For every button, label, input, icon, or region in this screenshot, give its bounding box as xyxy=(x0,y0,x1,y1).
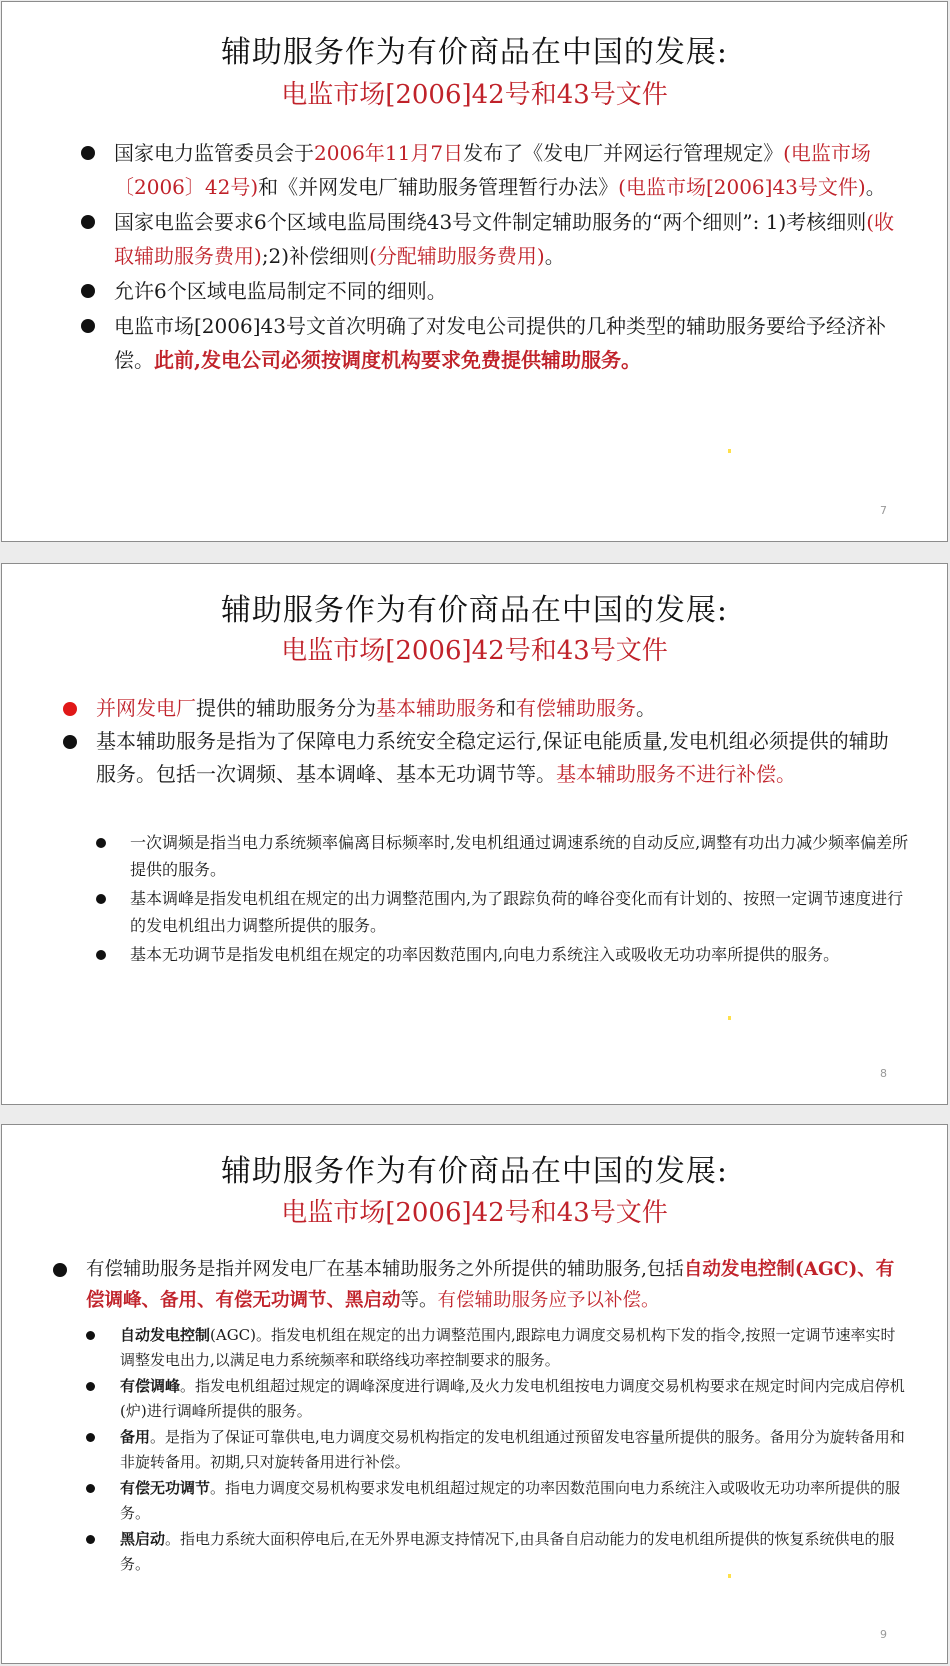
page-number: 7 xyxy=(880,504,887,517)
sub-bullet-item: 黑启动。指电力系统大面积停电后,在无外界电源支持情况下,由具备自启动能力的发电机组所提供的恢复系统供电的服务。 xyxy=(120,1527,910,1577)
bullet-item: 基本辅助服务是指为了保障电力系统安全稳定运行,保证电能质量,发电机组必须提供的辅助服务。包括一次调频、基本调峰、基本无功调节等。基本辅助服务不进行补偿。 xyxy=(96,725,896,791)
slide-8 xyxy=(1,563,948,1105)
sub-bullet-item: 基本调峰是指发电机组在规定的出力调整范围内,为了跟踪负荷的峰谷变化而有计划的、按照一定调节速度进行的发电机组出力调整所提供的服务。 xyxy=(130,885,910,939)
sub-bullet-item: 基本无功调节是指发电机组在规定的功率因数范围内,向电力系统注入或吸收无功功率所提供的服务。 xyxy=(130,941,910,968)
slide-subtitle: 电监市场[2006]42号和43号文件 xyxy=(281,80,668,110)
slide-title: 辅助服务作为有价商品在中国的发展: xyxy=(220,1154,729,1189)
decor-dot xyxy=(728,1574,731,1578)
sub-bullet-item: 自动发电控制(AGC)。指发电机组在规定的出力调整范围内,跟踪电力调度交易机构下发的指令,按照一定调节速率实时调整发电出力,以满足电力系统频率和联络线功率控制要求的服务。 xyxy=(120,1323,910,1373)
slide-7 xyxy=(1,1,948,542)
page-number: 9 xyxy=(880,1628,887,1641)
sub-bullet-item: 有偿无功调节。指电力调度交易机构要求发电机组超过规定的功率因数范围向电力系统注入或吸收无功功率所提供的服务。 xyxy=(120,1476,910,1526)
bullet-item: 有偿辅助服务是指并网发电厂在基本辅助服务之外所提供的辅助服务,包括自动发电控制(AGC)、有偿调峰、备用、有偿无功调节、黑启动等。有偿辅助服务应予以补偿。 xyxy=(86,1254,906,1316)
bullet-item: 并网发电厂提供的辅助服务分为基本辅助服务和有偿辅助服务。 xyxy=(96,692,896,725)
sub-bullet-list xyxy=(120,1323,910,1578)
bullet-item: 国家电力监管委员会于2006年11月7日发布了《发电厂并网运行管理规定》(电监市场〔2006〕42号)和《并网发电厂辅助服务管理暂行办法》(电监市场[2006]43号文件)。 xyxy=(114,136,914,204)
bullet-item: 电监市场[2006]43号文首次明确了对发电公司提供的几种类型的辅助服务要给予经济补偿。此前,发电公司必须按调度机构要求免费提供辅助服务。 xyxy=(114,309,914,377)
bullet-list xyxy=(86,1254,906,1316)
slide-subtitle: 电监市场[2006]42号和43号文件 xyxy=(281,636,668,666)
decor-dot xyxy=(728,1016,731,1020)
bullet-item: 允许6个区域电监局制定不同的细则。 xyxy=(114,274,914,308)
sub-bullet-item: 有偿调峰。指发电机组超过规定的调峰深度进行调峰,及火力发电机组按电力调度交易机构要求在规定时间内完成启停机(炉)进行调峰所提供的服务。 xyxy=(120,1374,910,1424)
slide-subtitle: 电监市场[2006]42号和43号文件 xyxy=(281,1198,668,1228)
bullet-list xyxy=(114,136,914,378)
page-number: 8 xyxy=(880,1067,887,1080)
sub-bullet-item: 备用。是指为了保证可靠供电,电力调度交易机构指定的发电机组通过预留发电容量所提供的服务。备用分为旋转备用和非旋转备用。初期,只对旋转备用进行补偿。 xyxy=(120,1425,910,1475)
decor-dot xyxy=(728,449,731,453)
slide-title: 辅助服务作为有价商品在中国的发展: xyxy=(220,35,729,70)
bullet-list xyxy=(96,692,896,791)
slide-title: 辅助服务作为有价商品在中国的发展: xyxy=(220,593,729,628)
sub-bullet-item: 一次调频是指当电力系统频率偏离目标频率时,发电机组通过调速系统的自动反应,调整有功出力减少频率偏差所提供的服务。 xyxy=(130,829,910,883)
bullet-item: 国家电监会要求6个区域电监局围绕43号文件制定辅助服务的“两个细则”: 1)考核细则(收取辅助服务费用);2)补偿细则(分配辅助服务费用)。 xyxy=(114,205,914,273)
slide-9 xyxy=(1,1124,948,1664)
sub-bullet-list xyxy=(130,829,910,970)
